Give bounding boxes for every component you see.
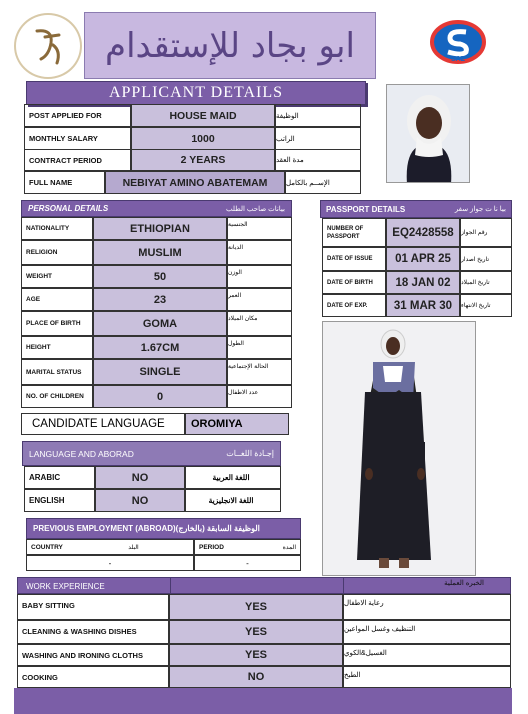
personal-row-value: 50 [93, 265, 227, 288]
personal-row-value: SINGLE [93, 359, 227, 385]
top-row-value: HOUSE MAID [131, 104, 275, 127]
top-row-value: 1000 [131, 127, 275, 150]
passport-row-value: EQ2428558 [386, 218, 460, 247]
agency-title: ابو بجاد للإستقدام [105, 25, 355, 66]
personal-row-label: MARITAL STATUS [21, 359, 93, 385]
work-row-label: WASHING AND IRONING CLOTHS [17, 644, 169, 666]
passport-row-label-ar: تاريخ الميلاد [460, 271, 512, 294]
work-row-label: BABY SITTING [17, 594, 169, 620]
top-row-label: MONTHLY SALARY [24, 127, 131, 150]
country-label-ar: البلد [78, 539, 194, 555]
language-row-label: ARABIC [24, 466, 95, 489]
personal-row-label-ar: الوزن [227, 265, 292, 288]
passport-row-label-ar: تاريخ اصدار [460, 247, 512, 271]
period-label: PERIOD [194, 539, 232, 555]
top-row-label-ar: الوظيفة [275, 104, 361, 127]
top-row-label-ar: مدة العقد [275, 149, 361, 171]
language-row-value: NO [95, 466, 185, 489]
previous-employment-title: PREVIOUS EMPLOYMENT (ABROAD)(الوظيفة السابقة (بالخارج [33, 524, 260, 533]
applicant-portrait-photo [386, 84, 470, 183]
language-row-label: ENGLISH [24, 489, 95, 512]
passport-details-header [320, 200, 512, 218]
work-row-value: YES [169, 644, 343, 666]
personal-details-title-ar: بيانات صاحب الطلب [225, 205, 285, 213]
work-row-label-ar: التنظيف وغسل المواعين [343, 620, 511, 644]
top-row-label: POST APPLIED FOR [24, 104, 131, 127]
applicant-details-title: APPLICANT DETAILS [108, 84, 284, 101]
personal-row-label-ar: الجنسية [227, 217, 292, 240]
work-row-value: YES [169, 594, 343, 620]
language-row-label-ar: اللغة العربية [185, 466, 281, 489]
personal-row-label-ar: مكان الميلاد [227, 311, 292, 336]
personal-row-label: WEIGHT [21, 265, 93, 288]
passport-row-value: 31 MAR 30 [386, 294, 460, 317]
passport-row-label: DATE OF ISSUE [322, 247, 386, 271]
personal-details-header [21, 200, 292, 217]
passport-row-label-ar: تاريخ الانتهاء [460, 294, 512, 317]
bottom-bar [14, 688, 512, 714]
full-name-label: FULL NAME [24, 171, 105, 194]
applicant-full-body-photo [322, 321, 476, 576]
personal-row-label: PLACE OF BIRTH [21, 311, 93, 336]
personal-row-label-ar: الطول [227, 336, 292, 359]
passport-details-title: PASSPORT DETAILS [326, 204, 406, 214]
personal-row-value: 23 [93, 288, 227, 311]
language-header-title-ar: إجـادة اللغــات [226, 449, 274, 458]
work-row-label-ar: الغسيل&الكوي [343, 644, 511, 666]
work-experience-header [17, 577, 511, 594]
work-experience-title-ar: الخبره العملية [444, 580, 484, 587]
personal-row-label: NATIONALITY [21, 217, 93, 240]
personal-row-label: NO. OF CHILDREN [21, 385, 93, 408]
left-logo [14, 13, 82, 79]
full-name-value: NEBIYAT AMINO ABATEMAM [105, 171, 285, 194]
passport-row-label: DATE OF EXP. [322, 294, 386, 317]
passport-row-label-ar: رقم الجواز [460, 218, 512, 247]
work-experience-divider [170, 578, 344, 593]
applicant-details-header [26, 81, 366, 105]
top-row-value: 2 YEARS [131, 149, 275, 171]
country-value: - [26, 555, 194, 571]
top-row-label-ar: الراتب [275, 127, 361, 150]
personal-row-value: GOMA [93, 311, 227, 336]
period-value: - [194, 555, 301, 571]
personal-row-label: AGE [21, 288, 93, 311]
personal-row-label-ar: عدد الاطفال [227, 385, 292, 408]
country-label: COUNTRY [26, 539, 78, 555]
personal-row-value: MUSLIM [93, 240, 227, 265]
work-row-value: YES [169, 620, 343, 644]
personal-row-value: ETHIOPIAN [93, 217, 227, 240]
previous-employment-header [26, 518, 301, 539]
language-row-label-ar: اللغة الانجليزية [185, 489, 281, 512]
period-label-ar: المدة [232, 539, 301, 555]
title-banner [84, 12, 376, 79]
candidate-language-label: CANDIDATE LANGUAGE [21, 413, 185, 435]
full-name-label-ar: الإســم بالكامل [285, 171, 361, 194]
right-logo [428, 20, 488, 78]
top-row-label: CONTRACT PERIOD [24, 149, 131, 171]
candidate-language-value: OROMIYA [185, 413, 289, 435]
work-row-label-ar: الطبخ [343, 666, 511, 688]
language-row-value: NO [95, 489, 185, 512]
passport-row-label: DATE OF BIRTH [322, 271, 386, 294]
saz-logo-text: SAZ [451, 56, 465, 63]
personal-row-label: HEIGHT [21, 336, 93, 359]
work-row-label-ar: رعاية الاطفال [343, 594, 511, 620]
work-row-label: CLEANING & WASHING DISHES [17, 620, 169, 644]
work-experience-title: WORK EXPERIENCE [26, 582, 105, 591]
personal-row-label-ar: الحالة الإجتماعية [227, 359, 292, 385]
personal-row-label: RELIGION [21, 240, 93, 265]
passport-details-title-ar: بيا نا ت جواز سفر [454, 206, 506, 213]
personal-details-title: PERSONAL DETAILS [28, 204, 109, 213]
calligraphy-logo-icon [23, 21, 73, 71]
passport-row-label: NUMBER OF PASSPORT [322, 218, 386, 247]
language-header [22, 441, 281, 466]
passport-row-value: 18 JAN 02 [386, 271, 460, 294]
personal-row-label-ar: الديانة [227, 240, 292, 265]
work-row-value: NO [169, 666, 343, 688]
passport-row-value: 01 APR 25 [386, 247, 460, 271]
personal-row-value: 0 [93, 385, 227, 408]
language-header-title: LANGUAGE AND ABORAD [29, 448, 134, 459]
personal-row-value: 1.67CM [93, 336, 227, 359]
personal-row-label-ar: العمر [227, 288, 292, 311]
work-row-label: COOKING [17, 666, 169, 688]
